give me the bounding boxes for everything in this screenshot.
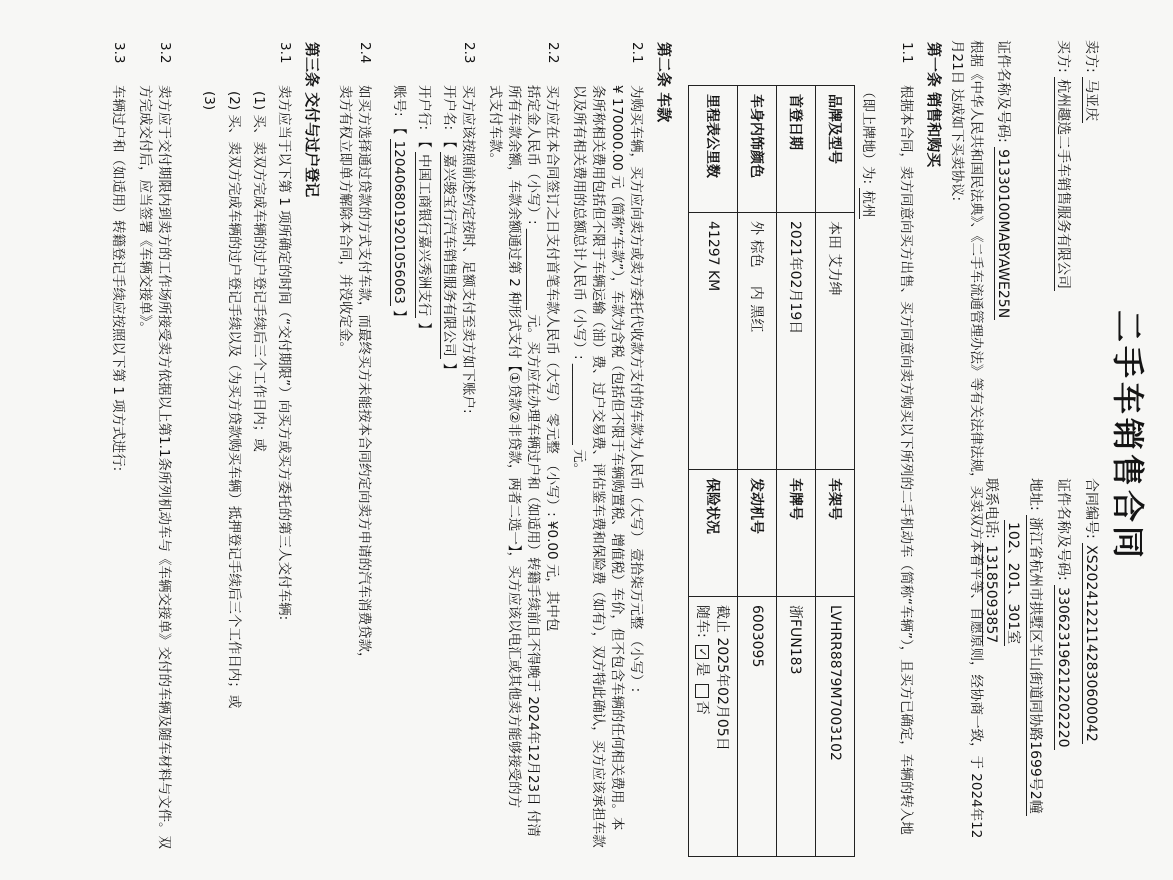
- plate-label: 车牌号: [777, 470, 816, 597]
- clause-1-1-num: 1.1: [899, 42, 915, 64]
- account-no-label: 账号:: [391, 85, 407, 117]
- seller-row: [1081, 40, 1101, 123]
- clause-2-4-line: 卖方有权立即单方解除本合同，并没收定金。: [337, 85, 353, 355]
- clause-2-1-line: 为购买车辆，买方应向卖方或卖方委托代收款方支付的车款为人民币（大写） 壹拾柒万元整 （小写）:: [628, 85, 644, 693]
- clause-2-3: [389, 85, 477, 865]
- clause-3-2-line: 卖方应于交付期限内到卖方的工作场所接受卖方依据以上第1.1条所列机动车与《车辆交接单》交付的车辆及随车材料与文件。双: [156, 85, 172, 849]
- clause-3-2: [135, 85, 173, 865]
- clause-2-1-line: ¥ 170000.00 元（简称“车款”），车款为含税（包括但不限于车辆购置税、增值税）车价，但不包含车辆的任何相关费用。本: [609, 85, 625, 831]
- clause-2-1-line: 条所称相关费用包括但不限于车辆运输（油）费、过户交易费、评估鉴车费和保险费（如有），双方特此确认，买方应该承担车款: [590, 85, 606, 848]
- with-car-label: 随车:: [694, 605, 710, 638]
- insurance-value: [689, 597, 738, 857]
- buyer-id-label: 证件名称及号码:: [995, 40, 1011, 143]
- seller-id-row: [1053, 478, 1073, 750]
- mileage-value: 41297 KM: [689, 213, 738, 470]
- buyer-label: 买方:: [1055, 40, 1071, 73]
- clause-3-1-num: 3.1: [277, 42, 293, 64]
- clause-2-2-line: 括定金人民币（小写）: ____________ 元。买方应在办理车辆过户和（如适用）转籍手续前且不得晚于 2024年12月23日 付清: [525, 85, 541, 837]
- address-label: 地址:: [1027, 478, 1043, 511]
- phone-label: 联系电话:: [983, 478, 999, 539]
- clause-3-1-text: 卖方应当于以下第 1 项所确定的时间（“交付期限”）向买方或买方委托的第三人交付车辆:: [276, 85, 292, 621]
- address-row: [1025, 478, 1045, 816]
- clause-3-1-item: (2) 买、卖双方完成车辆的过户登记手续以及（为买方贷款购买车辆）抵押登记手续后三个工作日内；或: [226, 91, 242, 709]
- seller-name: 马亚庆: [1083, 79, 1099, 122]
- yes-label: 是: [694, 662, 710, 677]
- clause3-heading: 第三条 交付与过户登记: [303, 42, 321, 198]
- clause-1-1-text: 根据本合同，卖方同意向买方出售、买方同意向卖方购买以下所列的二手机动车（简称“车辆”），且买方已确定，车辆的转入地: [898, 85, 914, 835]
- color-label: 车身内饰颜色: [738, 86, 777, 213]
- no-label: 否: [694, 700, 710, 715]
- preamble: 根据《中华人民共和国民法典》、《二手车流通管理办法》等有关法律法规，买卖双方本着平等、自愿原则，经协商一致，于 2024年12月21日 达成如下买卖协议:: [949, 40, 984, 839]
- engine-label: 发动机号: [738, 470, 777, 597]
- contract-no: XS20241221142830600042: [1083, 545, 1099, 742]
- contract-no-row: [1081, 478, 1101, 744]
- buyer-row: [1053, 40, 1073, 291]
- transfer-city: 杭州: [860, 190, 876, 218]
- clause-2-3-intro: 买方应该按照前述约定按时、足额支付至卖方如下账户:: [460, 85, 476, 414]
- vin-value: LVHRR8879M7003102: [816, 597, 855, 857]
- clause-2-4-num: 2.4: [357, 42, 373, 64]
- account-name-label: 开户名:: [441, 85, 457, 131]
- transfer-city-label: （即上牌地）为:: [860, 85, 876, 185]
- clause-2-4-line: 如买方选择通过贷款的方式支付车款，而最终买方未能按本合同约定向卖方申请的汽车消费贷款，: [356, 85, 372, 666]
- table-row: [689, 86, 738, 857]
- transfer-city-row: [858, 85, 877, 219]
- bank-name: 中国工商银行嘉兴秀洲支行: [416, 154, 432, 317]
- clause-3-2-num: 3.2: [157, 42, 173, 64]
- insurance-expiry: 截止 2025年02月05日: [714, 605, 730, 751]
- brand-value: 本田 艾力绅: [816, 213, 855, 470]
- insurance-with-car: [693, 605, 713, 848]
- first-reg-label: 首登日期: [777, 86, 816, 213]
- brand-label: 品牌及型号: [816, 86, 855, 213]
- account-name-row: 开户名: 【 嘉兴骏宝行汽车销售服务有限公司 】: [441, 85, 457, 377]
- seller-id-label: 证件名称及号码:: [1055, 478, 1071, 581]
- clause-2-2-num: 2.2: [545, 42, 561, 64]
- seller-label: 卖方:: [1083, 40, 1099, 73]
- color-value: 外 棕色 内 黑红: [738, 213, 777, 470]
- first-reg-value: 2021年02月19日: [777, 213, 816, 470]
- account-name: 嘉兴骏宝行汽车销售服务有限公司: [441, 154, 457, 357]
- buyer-name: 杭州趣选二手车销售服务有限公司: [1055, 79, 1071, 290]
- contract-title: 二手车销售合同: [1109, 310, 1147, 563]
- clause-2-3-num: 2.3: [461, 42, 477, 64]
- clause-3-2-line: 方完成交付后，应当签署《车辆交接单》。: [137, 85, 153, 335]
- clause-2-4: [335, 85, 373, 865]
- clause-3-1-item: (1) 买、卖双方完成车辆的过户登记手续后三个工作日内；或: [251, 91, 267, 452]
- contract-no-label: 合同编号:: [1083, 478, 1099, 539]
- clause2-heading: 第二条 车款: [655, 42, 673, 123]
- table-row: [816, 86, 855, 857]
- vin-label: 车架号: [816, 470, 855, 597]
- address-row-2: [1003, 520, 1023, 646]
- mileage-label: 里程表公里数: [689, 86, 738, 213]
- engine-value: 6003095: [738, 597, 777, 857]
- clause-3-1-item: (3): [201, 91, 217, 111]
- account-no: 1204068019201056063: [391, 140, 407, 304]
- clause-3-3: 车辆过户和（如适用）转籍登记手续应按照以下第 1 项方式进行:: [110, 85, 126, 472]
- clause-2-2-line: 买方应在本合同签订之日支付首笔车款人民币（大写） 零元整 （小写）: ¥0.00 元，其中包: [544, 85, 560, 632]
- buyer-id-row: [993, 40, 1013, 320]
- clause-2-2-line: 所有车款余额，车款余额通过第 2 种形式支付【①贷款②非贷款，两者二选一】，买方应该以电汇或其他卖方能够接受的方: [506, 85, 522, 809]
- address-line2: 102、201、301室: [1005, 522, 1021, 645]
- no-checkbox: [695, 684, 709, 698]
- clause-3-3-num: 3.3: [111, 42, 127, 64]
- address-line1: 浙江省杭州市拱墅区半山街道同协路1699号2幢: [1027, 517, 1043, 814]
- clause-2-2-line: 式支付车款。: [487, 85, 503, 166]
- yes-checkbox: ✓: [695, 645, 709, 659]
- bank-row: 开户行: 【 中国工商银行嘉兴秀洲支行 】: [416, 85, 432, 336]
- clause-2-2: [485, 85, 561, 865]
- clause-2-1: [569, 85, 645, 865]
- phone: 13185093857: [983, 545, 999, 644]
- account-no-row: 账号: 【 1204068019201056063 】: [391, 85, 407, 324]
- table-row: [738, 86, 777, 857]
- clause-2-1-num: 2.1: [629, 42, 645, 64]
- seller-id: 330623196212202220: [1055, 587, 1071, 748]
- bank-label: 开户行:: [416, 85, 432, 131]
- clause-3-1: [199, 85, 293, 865]
- vehicle-table: [688, 85, 855, 857]
- clause-2-1-line: 以及所有相关费用的总额总计人民币（小写）: ____________ 元。: [571, 85, 587, 477]
- clause1-heading: 第一条 销售和购买: [925, 42, 943, 168]
- buyer-id: 91330100MABYAWE25N: [995, 149, 1011, 319]
- insurance-label: 保险状况: [689, 470, 738, 597]
- table-row: [777, 86, 816, 857]
- plate-value: 浙FUN183: [777, 597, 816, 857]
